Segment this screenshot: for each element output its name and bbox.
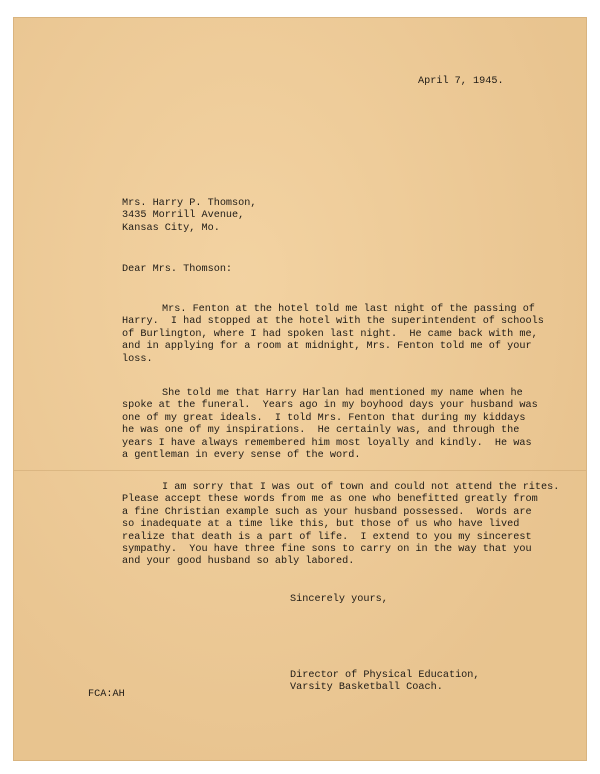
salutation: Dear Mrs. Thomson: (122, 264, 233, 275)
paragraph-3-line: I am sorry that I was out of town and could not attend the rites. (162, 482, 560, 493)
paragraph-3-line: realize that death is a part of life. I extend to you my sincerest (122, 531, 532, 543)
paragraph-1-line: Harry. I had stopped at the hotel with the superintendent of schools (122, 316, 544, 328)
recipient-address (122, 198, 552, 235)
paragraph-1 (122, 304, 552, 366)
signature-title-line: Varsity Basketball Coach. (290, 682, 443, 694)
paragraph-2-line: spoke at the funeral. Years ago in my boyhood days your husband was (122, 400, 538, 412)
signature-title-line: Director of Physical Education, (290, 670, 480, 681)
paragraph-2-line: one of my great ideals. I told Mrs. Fenton that during my kiddays (122, 412, 526, 424)
paragraph-3 (122, 482, 560, 569)
paragraph-1-line: loss. (122, 353, 153, 365)
closing: Sincerely yours, (290, 594, 388, 605)
paragraph-2-line: he was one of my inspirations. He certainly was, and through the (122, 425, 520, 437)
paragraph-2-line: a gentleman in every sense of the word. (122, 450, 361, 462)
recipient-street: 3435 Morrill Avenue, (122, 210, 245, 222)
paragraph-2-line: years I have always remembered him most loyally and kindly. He was (122, 437, 532, 449)
paragraph-3-line: a fine Christian example such as your husband possessed. Words are (122, 506, 532, 518)
paragraph-2 (122, 388, 552, 462)
paper-fold-line (14, 470, 586, 471)
letter-date: April 7, 1945. (418, 76, 504, 87)
paragraph-1-line: of Burlington, where I had spoken last night. He came back with me, (122, 328, 538, 340)
paragraph-1-line: Mrs. Fenton at the hotel told me last night of the passing of (162, 304, 535, 315)
paragraph-3-line: and your good husband so ably labored. (122, 556, 355, 568)
paragraph-1-line: and in applying for a room at midnight, Mrs. Fenton told me of your (122, 341, 532, 353)
paragraph-3-line: Please accept these words from me as one who benefitted greatly from (122, 494, 538, 506)
paragraph-3-line: sympathy. You have three fine sons to carry on in the way that you (122, 544, 532, 556)
signature-block (290, 670, 570, 695)
recipient-name: Mrs. Harry P. Thomson, (122, 198, 257, 209)
recipient-city: Kansas City, Mo. (122, 222, 220, 234)
letter-page (14, 18, 586, 760)
paragraph-3-line: so inadequate at a time like this, but those of us who have lived (122, 519, 520, 531)
typist-initials: FCA:AH (88, 689, 125, 700)
paragraph-2-line: She told me that Harry Harlan had mentioned my name when he (162, 388, 523, 399)
